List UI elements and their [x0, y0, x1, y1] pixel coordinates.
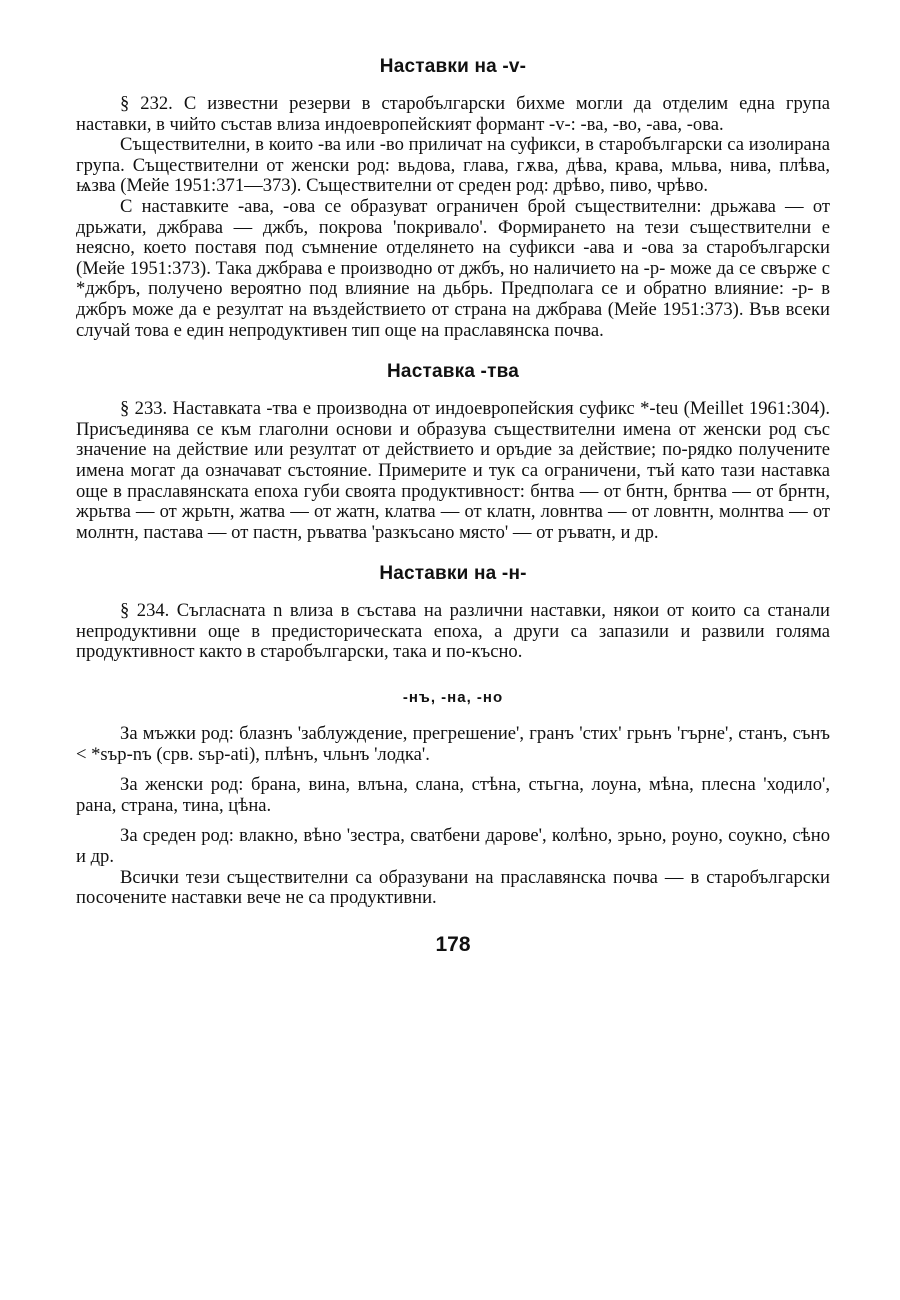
paragraph-232: § 232. С известни резерви в старобългарски бихме могли да отделим една група наставки, в чийто състав влиза индоевропейският формант -v-: -ва, -во, -ава, -ова. [76, 93, 830, 135]
page-content [76, 56, 830, 957]
page-number: 178 [435, 932, 471, 956]
suffix-subheading: -нъ, -на, -но [402, 689, 504, 707]
feminine-group: За женски род: брана, вина, влъна, слана, стѣна, стьгна, лоуна, мѣна, плесна 'ходило', рана, страна, тина, цѣна. [76, 774, 830, 816]
paragraph-234: § 234. Съгласната n влиза в състава на различни наставки, някои от които са станали непродуктивни още в предисторическата епоха, а други са запазили и развили голяма продуктивност както в старобългарски, така и по-късно. [76, 600, 830, 663]
section-heading-tva-suffix: Наставка -тва [387, 361, 519, 383]
section-heading-n-suffixes: Наставки на -н- [379, 563, 527, 585]
conclusion-paragraph: Всички тези съществителни са образувани на праславянска почва — в старобългарски посочените наставки вече не са продуктивни. [76, 866, 830, 909]
paragraph-232-ava-ova: С наставките -ава, -ова се образуват ограничен брой съществителни: дрьжава — от дрьжати, джбрава — джбъ, покрова 'покривало'. Формирането на тези съществителни е неясно, което поставя под съмнение отделянето на суфикси -ава и -ова за старобългарски (Мейе 1951:373). Така джбрава е производно от джбъ, но наличието на -р- може да се свърже с *джбръ, получено вероятно под влияние на дьбрь. Предполага се и обратно влияние: -р- в джбръ може да е резултат на въздействието от страна на джбрава (Мейе 1951:373). Във всеки случай това е един непродуктивен тип още на праславянска почва. [76, 195, 830, 341]
paragraph-232-nouns: Съществителни, в които -ва или -во приличат на суфикси, в старобългарски са изолирана група. Съществителни от женски род: вьдова, глава, гѫва, дѣва, крава, мльва, нива, плѣва, ѩзва (Мейе 1951:371—373). Съществителни от среден род: дрѣво, пиво, чрѣво. [76, 134, 830, 197]
section-heading-v-suffixes: Наставки на -v- [379, 56, 527, 77]
neuter-group: За среден род: влакно, вѣно 'зестра, сватбени дарове', колѣно, зрьно, роуно, соукно, сѣно и др. [76, 825, 830, 868]
paragraph-233: § 233. Наставката -тва е производна от индоевропейския суфикс *-teu (Meillet 1961:304). Присъединява се към глаголни основи и образува съществителни имена от женски род със значение на действие или резултат от действието и оръдие за действие; по-рядко получените имена могат да означават състояние. Примерите и тук са ограничени, тъй като тази наставка още в праславянската епоха губи своята продуктивност: бнтва — от бнтн, брнтва — от брнтн, жрьтва — от жрьтн, жатва — от жатн, клатва — от клатн, ловнтва — от ловнтн, молнтва — от молнтн, пастава — от пастн, ръватва 'разкъсано място' — от ръватн, и др. [76, 398, 830, 543]
masculine-group: За мъжки род: блазнъ 'заблуждение, прегрешение', гранъ 'стих' грьнъ 'гърне', станъ, сънъ < *sъp-nъ (срв. sъp-ati), плѣнъ, чльнъ 'лодка'. [76, 723, 830, 765]
